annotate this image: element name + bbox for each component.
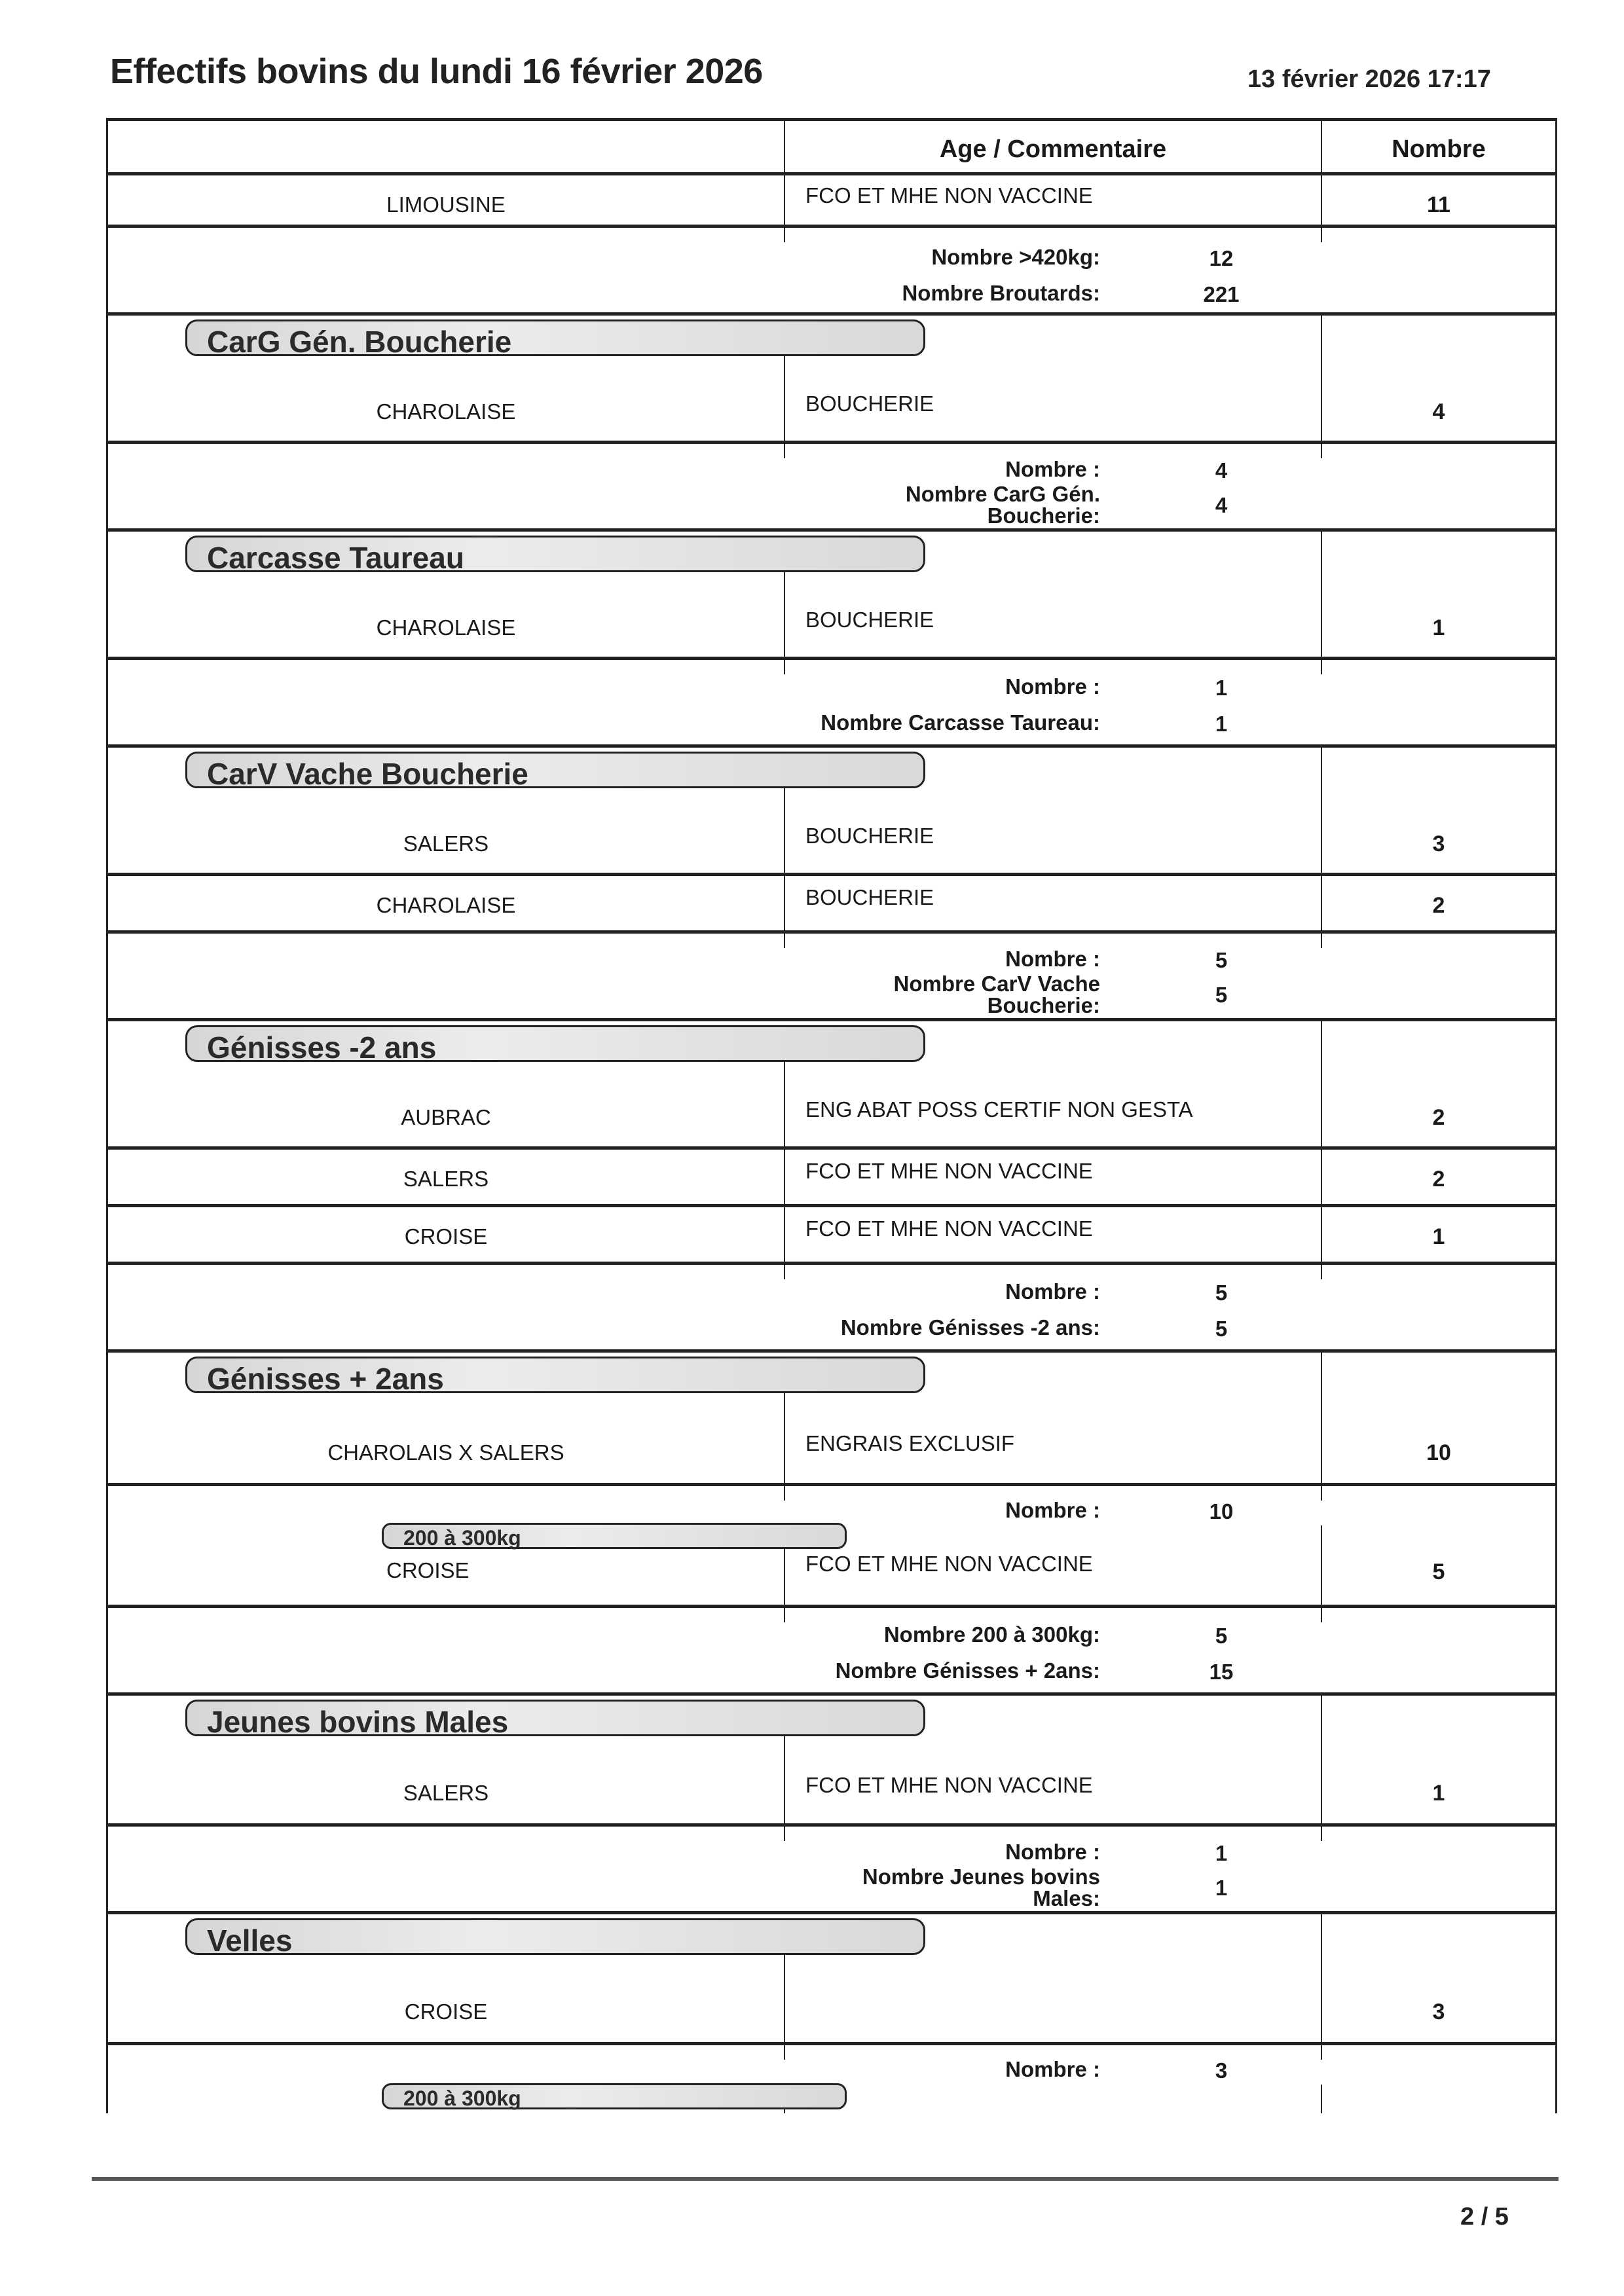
count-cell: 3: [1432, 831, 1445, 856]
subgroup-title-pill: 200 à 300kg: [382, 2083, 847, 2109]
summary-label: Nombre >420kg:: [931, 245, 1100, 269]
summary-label: Nombre :: [1005, 2057, 1100, 2081]
breed-cell: SALERS: [403, 1167, 489, 1191]
count-cell: 1: [1432, 615, 1445, 640]
count-cell: 2: [1432, 1105, 1445, 1130]
summary-value: 4: [1215, 493, 1228, 517]
section-title-pill: Jeunes bovins Males: [185, 1700, 925, 1736]
section-title-pill: Génisses + 2ans: [185, 1357, 925, 1393]
comment-cell: ENGRAIS EXCLUSIF: [805, 1431, 1015, 1455]
breed-cell: CROISE: [386, 1558, 470, 1582]
summary-row: [108, 228, 1555, 316]
breed-cell: SALERS: [403, 1781, 489, 1805]
summary-label: Nombre Broutards:: [902, 281, 1100, 305]
summary-value: 1: [1215, 676, 1228, 700]
comment-cell: FCO ET MHE NON VACCINE: [805, 1159, 1093, 1183]
breed-cell: SALERS: [403, 831, 489, 856]
summary-row: [108, 1827, 1555, 1914]
summary-label: Nombre Carcasse Taureau:: [821, 710, 1100, 735]
section-carcasse-taureau: [108, 532, 1555, 660]
column-header-age-comment: Age / Commentaire: [939, 136, 1167, 163]
summary-value: 15: [1209, 1660, 1234, 1684]
livestock-table: [106, 118, 1557, 2113]
count-cell: 11: [1427, 192, 1450, 217]
section-title-pill: Génisses -2 ans: [185, 1025, 925, 1062]
summary-value: 5: [1215, 1624, 1228, 1648]
summary-value: 1: [1215, 1876, 1228, 1900]
comment-cell: FCO ET MHE NON VACCINE: [805, 1552, 1093, 1576]
column-header-count: Nombre: [1392, 136, 1486, 163]
summary-value: 3: [1215, 2058, 1228, 2083]
breed-cell: CHAROLAIS X SALERS: [327, 1440, 564, 1465]
comment-cell: BOUCHERIE: [805, 885, 934, 909]
summary-label: Nombre :: [1005, 674, 1100, 699]
summary-value: 12: [1209, 246, 1234, 270]
breed-cell: CHAROLAISE: [376, 893, 516, 917]
summary-value: 221: [1203, 282, 1240, 306]
count-cell: 4: [1432, 399, 1445, 424]
summary-value: 5: [1215, 948, 1228, 972]
summary-label: Nombre Génisses + 2ans:: [835, 1658, 1100, 1683]
count-cell: 5: [1432, 1559, 1445, 1584]
summary-value: 1: [1215, 712, 1228, 736]
section-carv-vache-boucherie: [108, 748, 1555, 876]
summary-row: [108, 1608, 1555, 1696]
summary-label: Nombre :: [1005, 1840, 1100, 1864]
section-genisses-plus-2-ans: [108, 1353, 1555, 1486]
section-title-pill: Carcasse Taureau: [185, 536, 925, 572]
count-cell: 2: [1432, 893, 1445, 918]
summary-label: Nombre :: [1005, 1279, 1100, 1303]
breed-cell: CHAROLAISE: [376, 399, 516, 424]
print-timestamp: 13 février 2026 17:17: [1247, 65, 1491, 93]
summary-row: [108, 660, 1555, 748]
subgroup-title-pill: 200 à 300kg: [382, 1523, 847, 1549]
table-row: [108, 1150, 1555, 1207]
section-carg-gen-boucherie: [108, 316, 1555, 444]
summary-value: 5: [1215, 1317, 1228, 1341]
section-jeunes-bovins-males: [108, 1696, 1555, 1827]
summary-label: Nombre CarV Vache Boucherie:: [893, 972, 1100, 1017]
summary-label: Nombre CarG Gén. Boucherie:: [905, 482, 1100, 528]
summary-value: 10: [1209, 1499, 1234, 1523]
breed-cell: CHAROLAISE: [376, 615, 516, 640]
summary-row: [108, 444, 1555, 532]
section-genisses-moins-2-ans: [108, 1021, 1555, 1150]
summary-value: 4: [1215, 458, 1228, 483]
summary-label: Nombre :: [1005, 1498, 1100, 1522]
breed-cell: CROISE: [404, 1224, 488, 1248]
count-cell: 2: [1432, 1167, 1445, 1192]
count-cell: 10: [1426, 1440, 1451, 1465]
section-title-pill: CarG Gén. Boucherie: [185, 319, 925, 356]
summary-row: [108, 934, 1555, 1021]
comment-cell: BOUCHERIE: [805, 608, 934, 632]
summary-label: Nombre 200 à 300kg:: [883, 1622, 1100, 1647]
section-velles: [108, 1914, 1555, 2045]
summary-label: Nombre :: [1005, 457, 1100, 481]
count-cell: 1: [1432, 1781, 1445, 1806]
section-title-pill: Velles: [185, 1918, 925, 1955]
subgroup-row: [108, 1486, 1555, 1608]
summary-label: Nombre :: [1005, 947, 1100, 971]
table-row: [108, 175, 1555, 228]
comment-cell: ENG ABAT POSS CERTIF NON GESTA: [805, 1097, 1193, 1121]
page-number: 2 / 5: [1460, 2203, 1509, 2231]
comment-cell: FCO ET MHE NON VACCINE: [805, 1216, 1093, 1241]
breed-cell: LIMOUSINE: [386, 192, 506, 217]
subgroup-row: [108, 2045, 1555, 2113]
table-row: [108, 876, 1555, 934]
summary-label: Nombre Jeunes bovins Males:: [862, 1865, 1100, 1910]
count-cell: 1: [1432, 1224, 1445, 1249]
comment-cell: BOUCHERIE: [805, 392, 934, 416]
footer-divider: [92, 2177, 1559, 2181]
summary-label: Nombre Génisses -2 ans:: [840, 1315, 1100, 1339]
breed-cell: AUBRAC: [401, 1105, 491, 1129]
comment-cell: FCO ET MHE NON VACCINE: [805, 1773, 1093, 1797]
summary-value: 1: [1215, 1841, 1228, 1865]
page-title: Effectifs bovins du lundi 16 février 2026: [110, 52, 763, 91]
section-title-pill: CarV Vache Boucherie: [185, 752, 925, 788]
summary-value: 5: [1215, 983, 1228, 1007]
count-cell: 3: [1432, 1999, 1445, 2024]
table-header: [108, 118, 1555, 175]
table-row: [108, 1207, 1555, 1265]
comment-cell: FCO ET MHE NON VACCINE: [805, 183, 1093, 208]
summary-value: 5: [1215, 1281, 1228, 1305]
comment-cell: BOUCHERIE: [805, 824, 934, 848]
summary-row: [108, 1265, 1555, 1353]
breed-cell: CROISE: [404, 1999, 488, 2024]
